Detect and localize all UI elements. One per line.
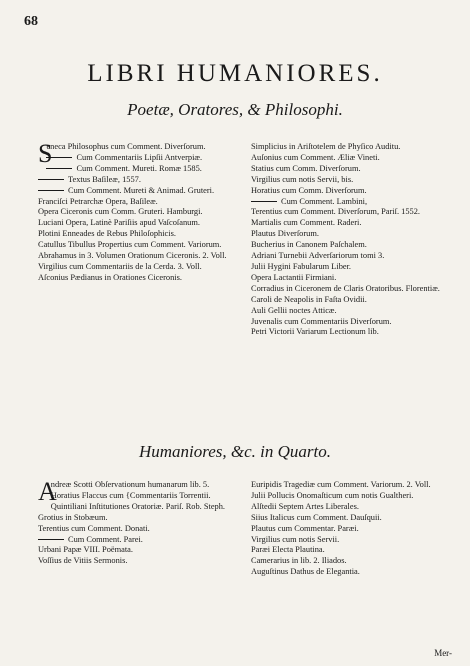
catalog-entry [251, 175, 456, 186]
catalog-entry [251, 240, 456, 251]
right-column [251, 480, 456, 578]
entry-text: Abrahamus in 3. Volumen Orationum Ciceronis. 2. Voll. [38, 251, 227, 261]
catalog-entry [38, 535, 243, 546]
entry-text: Virgilius cum notis Servii, bis. [251, 174, 354, 184]
entry-text: Horatius cum Comm. Diverſorum. [251, 185, 367, 195]
catalog-entry [38, 186, 243, 197]
entry-text: Adriani Turnebii Adverſariorum tomi 3. [251, 251, 385, 261]
catalog-entry [38, 502, 243, 513]
entry-text: Cum Comment. Lambini, [281, 196, 368, 206]
left-column [38, 139, 243, 338]
entry-text: Corradius in Ciceronem de Claris Oratoribus. Florentiæ. [251, 283, 440, 293]
catalog-entry [251, 229, 456, 240]
entry-text: Camerarius in lib. 2. Iliados. [251, 556, 347, 566]
entry-text: Horatius Flaccus cum {Commentariis Torrentii. [50, 490, 211, 500]
catalog-entry [251, 197, 456, 208]
entry-text: Auli Gellii noctes Atticæ. [251, 305, 337, 315]
catalog-entry [38, 207, 243, 218]
entry-text: Juvenalis cum Commentariis Diverſorum. [251, 316, 392, 326]
catalog-entry [251, 207, 456, 218]
left-column [38, 477, 243, 578]
entry-text: Plautus cum Commentar. Paræi. [251, 523, 359, 533]
entry-text: ndreæ Scotti Obſervationum humanarum lib. 5. [50, 480, 210, 489]
entry-text: Julii Hygini Fabularum Liber. [251, 261, 352, 271]
catalog-entry [251, 491, 456, 502]
entry-text: Grotius in Stobæum. [38, 512, 108, 522]
catalog-entry [251, 317, 456, 328]
catalog-entry [38, 545, 243, 556]
catalog-entry [251, 164, 456, 175]
catalog-entry [38, 251, 243, 262]
section-title-quarto: Humaniores, &c. in Quarto. [138, 442, 332, 461]
entry-text: Martialis cum Comment. Raderi. [251, 218, 362, 228]
catalog-entry [38, 273, 243, 284]
entry-text: Euripidis Tragediæ cum Comment. Variorum. 2. Voll. [251, 480, 431, 489]
entry-text: Bucherius in Canonem Paſchalem. [251, 240, 367, 250]
catalog-entry [38, 175, 243, 186]
entry-text: Virgilius cum Commentariis de la Cerda. 3. Voll. [38, 261, 202, 271]
catalog-entry [251, 306, 456, 317]
catalog-entry [251, 186, 456, 197]
entry-text: Opera Lactantii Firmiani. [251, 272, 337, 282]
right-column [251, 142, 456, 338]
entry-text: Luciani Opera, Latinè Pariſiis apud Vaſcoſanum. [38, 218, 200, 228]
entry-text: Cum Comment. Mureti & Animad. Gruteri. [68, 185, 215, 195]
entry-text: Siius Italicus cum Comment. Dauſquii. [251, 512, 382, 522]
catalog-entry [251, 567, 456, 578]
entry-text: Cum Comment. Mureti. Romæ 1585. [76, 163, 202, 173]
entry-text: Opera Ciceronis cum Comm. Gruteri. Hamburgi. [38, 207, 203, 217]
catalog-entry [251, 273, 456, 284]
entry-text: Simplicius in Ariſtotelem de Phyſico Auditu. [251, 142, 401, 151]
catalog-entry [38, 491, 243, 502]
catalog-entry [38, 229, 243, 240]
entry-text: Plotini Enneades de Rebus Philoſophicis. [38, 229, 176, 239]
catalog-entry [38, 524, 243, 535]
catalog-entry [251, 556, 456, 567]
catalog-entry [251, 545, 456, 556]
section-poets-columns [38, 139, 456, 338]
entry-text: Auſonius cum Comment. Æliæ Vineti. [251, 152, 380, 162]
entry-text: Julii Pollucis Onomaſticum cum notis Gualtheri. [251, 490, 414, 500]
entry-text: Terentius cum Comment. Donati. [38, 523, 150, 533]
catalog-entry [251, 535, 456, 546]
catalog-entry [38, 197, 243, 208]
page-number: 68 [24, 14, 38, 29]
entry-text: Paræi Electa Plautina. [251, 545, 325, 555]
catchword: Mer- [434, 648, 452, 658]
drop-cap: A [38, 477, 57, 506]
catalog-entry [251, 480, 456, 491]
section-quarto-columns [38, 477, 456, 578]
entry-text: Cum Commentariis Lipſii Antverpiæ. [76, 152, 203, 162]
catalog-entry [251, 142, 456, 153]
entry-text: Cum Comment. Parei. [68, 534, 143, 544]
catalog-entry [38, 262, 243, 273]
entry-text: Caroli de Neapolis in Faſta Ovidii. [251, 294, 367, 304]
entry-text: eneca Philosophus cum Comment. Diverſorum. [46, 142, 206, 151]
catalog-entry [251, 513, 456, 524]
catalog-entry [251, 327, 456, 338]
entry-text: Quintiliani Inſtitutiones Oratoriæ. Pariſ. Rob. Steph. [50, 501, 226, 511]
catalog-entry [251, 284, 456, 295]
main-title: LIBRI HUMANIORES. [87, 60, 383, 87]
catalog-entry [251, 218, 456, 229]
catalog-entry [251, 251, 456, 262]
catalog-entry [38, 240, 243, 251]
entry-text: Franciſci Petrarchæ Opera, Baſileæ. [38, 196, 158, 206]
catalog-entry [251, 524, 456, 535]
section-title-poets: Poetæ, Oratores, & Philosophi. [127, 100, 343, 119]
drop-cap: S [38, 139, 53, 168]
catalog-entry [251, 502, 456, 513]
catalog-entry [38, 513, 243, 524]
entry-text: Urbani Papæ VIII. Poëmata. [38, 545, 133, 555]
entry-text: Aſconius Pædianus in Orationes Ciceronis. [38, 272, 182, 282]
catalog-entry [251, 295, 456, 306]
entry-text: Virgilius cum notis Servii. [251, 534, 340, 544]
entry-text: Plautus Diverſorum. [251, 229, 319, 239]
catalog-entry [251, 153, 456, 164]
entry-text: Alſtedii Septem Artes Liberales. [251, 501, 359, 511]
catalog-entry [38, 218, 243, 229]
catalog-entry [38, 164, 243, 175]
catalog-entry [38, 153, 243, 164]
entry-text: Petri Victorii Variarum Lectionum lib. [251, 327, 379, 337]
catalog-entry [38, 556, 243, 567]
entry-text: Catullus Tibullus Propertius cum Comment. Variorum. [38, 240, 222, 250]
catalog-entry [251, 262, 456, 273]
entry-text: Voſſius de Vitiis Sermonis. [38, 556, 128, 566]
entry-text: Auguſtinus Dathus de Elegantia. [251, 567, 360, 577]
entry-text: Terentius cum Comment. Diverſorum, Pariſ. 1552. [251, 207, 420, 217]
entry-text: Statius cum Comm. Diverſorum. [251, 163, 361, 173]
entry-text: Textus Baſileæ, 1557. [68, 174, 141, 184]
